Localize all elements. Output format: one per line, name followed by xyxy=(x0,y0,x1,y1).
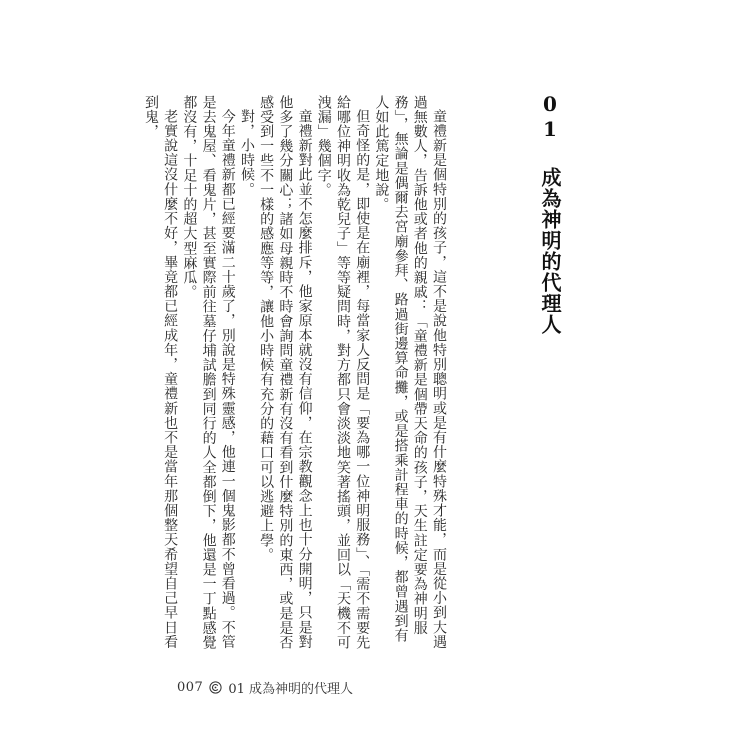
chapter-title: 01 成為神明的代理人 xyxy=(538,92,562,335)
body-paragraph: 老實說這沒什麼不好，畢竟都已經成年，童禮新也不是當年那個整天希望自己早日看到鬼， xyxy=(142,95,179,650)
page-number: 007 xyxy=(177,679,204,695)
body-paragraph: 童禮新對此並不怎麼排斥，他家原本就沒有信仰，在宗教觀念上也十分開明，只是對他多了幾分關心；諸如母親時不時會詢問童禮新有沒有看到什麼特別的東西，或是是否感受到一些不一樣的感應等等，讓他小時候有充分的藉口可以逃避上學。 xyxy=(258,95,313,650)
body-paragraph: 今年童禮新都已經要滿二十歲了，別說是特殊靈感，他連一個鬼影都不曾看過。不管是去鬼屋、看鬼片，甚至實際前往墓仔埔試膽到同行的人全都倒下，他還是一丁點感覺都沒有，十足十的超大型麻瓜。 xyxy=(181,95,236,650)
chapter-body xyxy=(142,95,448,655)
chapter-mark-icon xyxy=(209,681,222,694)
body-paragraph: 但奇怪的是，即使是在廟裡，每當家人反問是「要為哪一位神明服務」、「需不需要先給哪位神明收為乾兒子」等等疑問時，對方都只會淡淡地笑著搖頭，並回以「天機不可洩漏」幾個字。 xyxy=(315,95,371,650)
page-footer xyxy=(177,678,353,696)
running-title: 01 成為神明的代理人 xyxy=(228,681,354,697)
body-paragraph: 對，小時候。 xyxy=(238,109,255,197)
body-paragraph: 童禮新是個特別的孩子，這不是說他特別聰明或是有什麼特殊才能，而是從小到大遇過無數人，告訴他或者他的親戚：「童禮新是個帶天命的孩子，天生註定要為神明服務」，無論是偶爾去宮廟參拜、路過街邊算命攤，或是搭乘計程車的時候，都曾遇到有人如此篤定地說。 xyxy=(373,95,447,650)
